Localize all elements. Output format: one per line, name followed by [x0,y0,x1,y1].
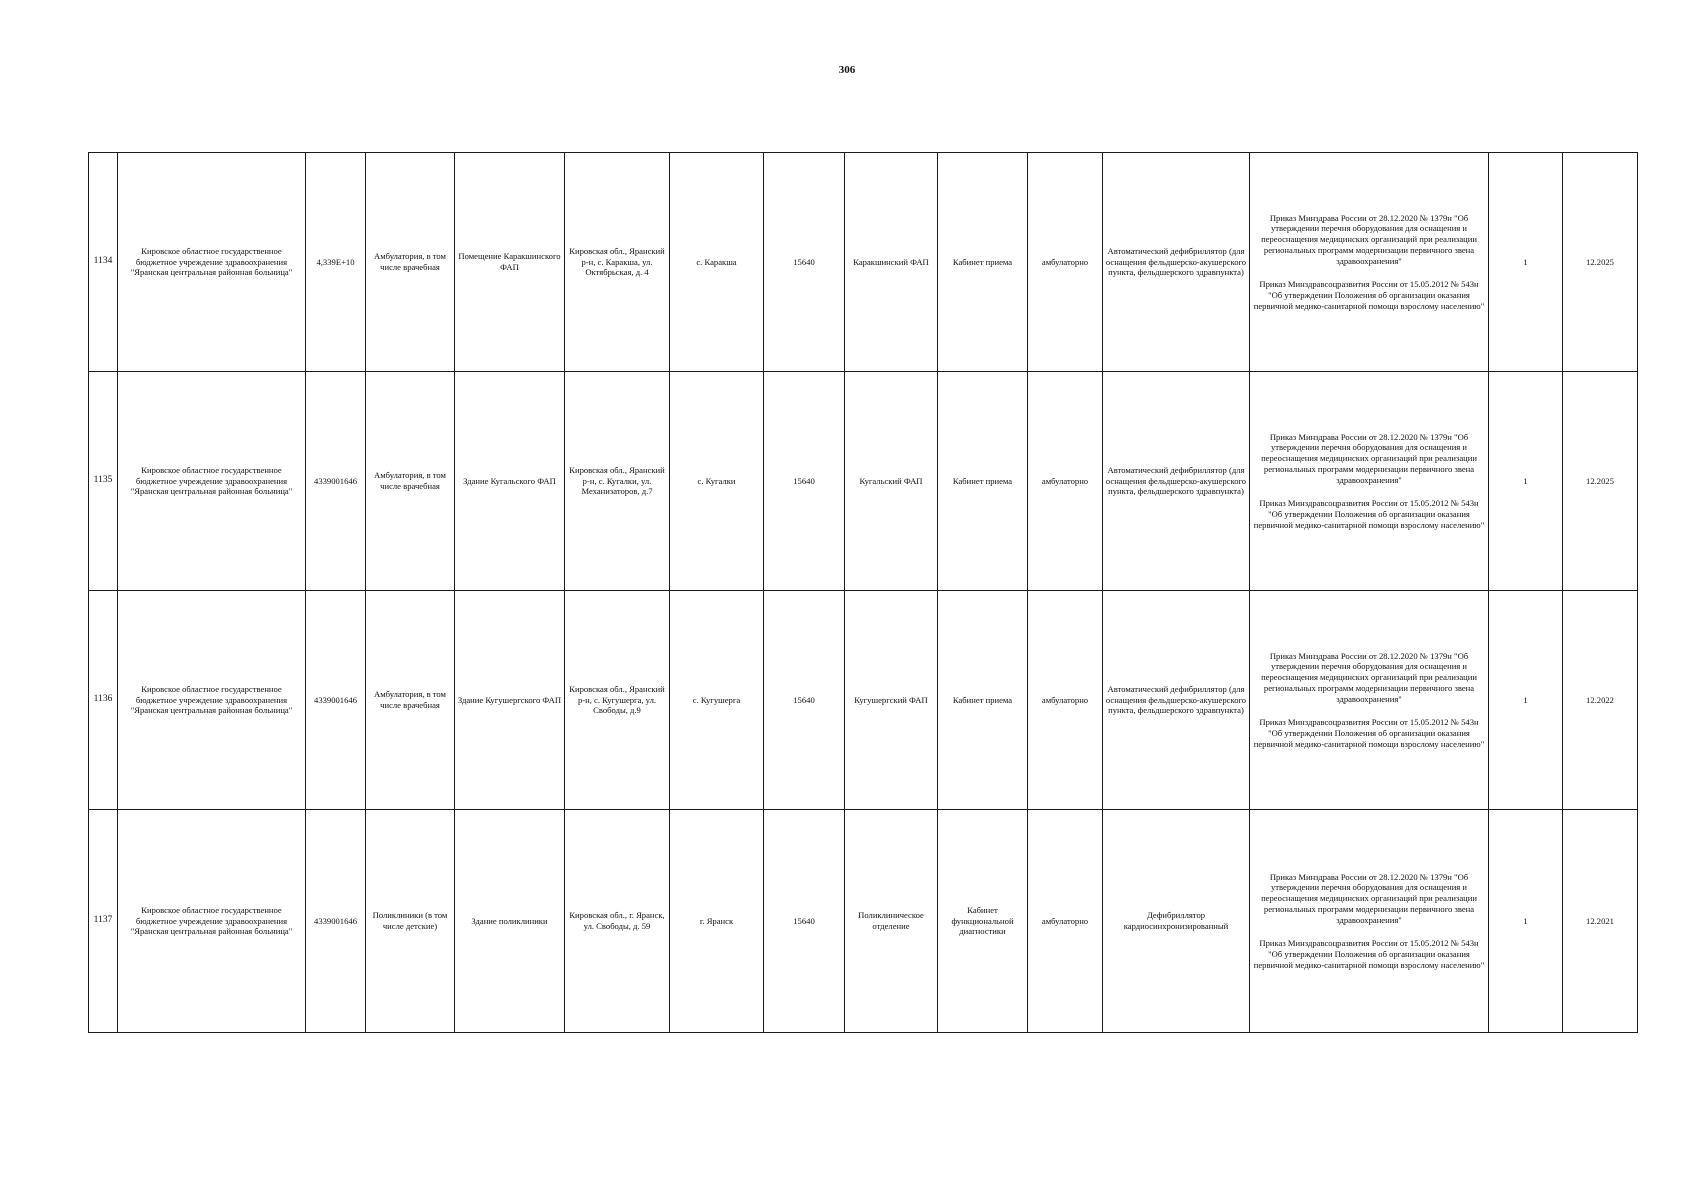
inn-cell: 4339001646 [306,372,366,591]
address-cell: Кировская обл., г. Яранск, ул. Свободы, д. 59 [565,810,670,1033]
care-form-cell: амбулаторно [1028,591,1103,810]
room-cell: Кабинет функциональной диагностики [938,810,1028,1033]
settlement-cell: с. Кугушерга [670,591,764,810]
table-row [89,810,1638,1033]
equipment-cell: Автоматический дефибриллятор (для оснащения фельдшерско-акушерского пункта, фельдшерского здравпункта) [1103,372,1250,591]
equipment-table [88,152,1638,1033]
premises-cell: Здание поликлиники [455,810,565,1033]
page-number: 306 [838,64,856,76]
date-cell: 12.2021 [1563,810,1638,1033]
premises-cell: Здание Кугушергского ФАП [455,591,565,810]
regulation-doc-1: Приказ Минздрава России от 28.12.2020 № 1379н "Об утверждении перечня оборудования для оснащения и переоснащения медицинских организаций при реализации региональных программ модернизации первичного звена здравоохранения" [1261,212,1477,266]
inn-cell: 4339001646 [306,810,366,1033]
table-row [89,591,1638,810]
code-cell: 15640 [764,372,845,591]
table-row [89,153,1638,372]
unit-cell: Кугушергский ФАП [845,591,938,810]
unit-cell: Поликлиническое отделение [845,810,938,1033]
code-cell: 15640 [764,153,845,372]
settlement-cell: с. Каракша [670,153,764,372]
address-cell: Кировская обл., Яранский р-н, с. Кугалки, ул. Механизаторов, д.7 [565,372,670,591]
row-number: 1134 [89,153,118,372]
address-cell: Кировская обл., Яранский р-н, с. Кугушерга, ул. Свободы, д.9 [565,591,670,810]
regulation-doc-1: Приказ Минздрава России от 28.12.2020 № 1379н "Об утверждении перечня оборудования для оснащения и переоснащения медицинских организаций при реализации региональных программ модернизации первичного звена здравоохранения" [1261,650,1477,704]
room-cell: Кабинет приема [938,591,1028,810]
regulation-doc-2: Приказ Минздравсоцразвития России от 15.05.2012 № 543н "Об утверждении Положения об организации оказания первичной медико-санитарной помощи взрослому населению" [1253,498,1485,530]
regulation-cell [1250,591,1489,810]
address-cell: Кировская обл., Яранский р-н, с. Каракша, ул. Октябрьская, д. 4 [565,153,670,372]
room-cell: Кабинет приема [938,153,1028,372]
code-cell: 15640 [764,591,845,810]
equipment-cell: Автоматический дефибриллятор (для оснащения фельдшерско-акушерского пункта, фельдшерского здравпункта) [1103,591,1250,810]
organization-cell: Кировское областное государственное бюджетное учреждение здравоохранения "Яранская центральная районная больница" [118,153,306,372]
regulation-cell [1250,153,1489,372]
equipment-cell: Дефибриллятор кардиосинхронизированный [1103,810,1250,1033]
care-form-cell: амбулаторно [1028,810,1103,1033]
date-cell: 12.2025 [1563,372,1638,591]
organization-cell: Кировское областное государственное бюджетное учреждение здравоохранения "Яранская центральная районная больница" [118,372,306,591]
organization-cell: Кировское областное государственное бюджетное учреждение здравоохранения "Яранская центральная районная больница" [118,810,306,1033]
inn-cell: 4,339E+10 [306,153,366,372]
unit-cell: Кугальский ФАП [845,372,938,591]
room-cell: Кабинет приема [938,372,1028,591]
care-form-cell: амбулаторно [1028,153,1103,372]
row-number: 1136 [89,591,118,810]
organization-cell: Кировское областное государственное бюджетное учреждение здравоохранения "Яранская центральная районная больница" [118,591,306,810]
facility-type-cell: Амбулатория, в том числе врачебная [366,153,455,372]
date-cell: 12.2022 [1563,591,1638,810]
facility-type-cell: Амбулатория, в том числе врачебная [366,591,455,810]
regulation-cell [1250,810,1489,1033]
regulation-doc-2: Приказ Минздравсоцразвития России от 15.05.2012 № 543н "Об утверждении Положения об организации оказания первичной медико-санитарной помощи взрослому населению" [1253,717,1485,749]
code-cell: 15640 [764,810,845,1033]
premises-cell: Здание Кугальского ФАП [455,372,565,591]
facility-type-cell: Поликлиники (в том числе детские) [366,810,455,1033]
quantity-cell: 1 [1489,372,1563,591]
settlement-cell: с. Кугалки [670,372,764,591]
unit-cell: Каракшинский ФАП [845,153,938,372]
date-cell: 12.2025 [1563,153,1638,372]
equipment-cell: Автоматический дефибриллятор (для оснащения фельдшерско-акушерского пункта, фельдшерского здравпункта) [1103,153,1250,372]
regulation-cell [1250,372,1489,591]
regulation-doc-1: Приказ Минздрава России от 28.12.2020 № 1379н "Об утверждении перечня оборудования для оснащения и переоснащения медицинских организаций при реализации региональных программ модернизации первичного звена здравоохранения" [1261,431,1477,485]
row-number: 1135 [89,372,118,591]
quantity-cell: 1 [1489,591,1563,810]
quantity-cell: 1 [1489,810,1563,1033]
regulation-doc-2: Приказ Минздравсоцразвития России от 15.05.2012 № 543н "Об утверждении Положения об организации оказания первичной медико-санитарной помощи взрослому населению" [1253,938,1485,970]
care-form-cell: амбулаторно [1028,372,1103,591]
table-row [89,372,1638,591]
quantity-cell: 1 [1489,153,1563,372]
regulation-doc-1: Приказ Минздрава России от 28.12.2020 № 1379н "Об утверждении перечня оборудования для оснащения и переоснащения медицинских организаций при реализации региональных программ модернизации первичного звена здравоохранения" [1261,871,1477,925]
row-number: 1137 [89,810,118,1033]
inn-cell: 4339001646 [306,591,366,810]
premises-cell: Помещение Каракшинского ФАП [455,153,565,372]
regulation-doc-2: Приказ Минздравсоцразвития России от 15.05.2012 № 543н "Об утверждении Положения об организации оказания первичной медико-санитарной помощи взрослому населению" [1253,279,1485,311]
facility-type-cell: Амбулатория, в том числе врачебная [366,372,455,591]
settlement-cell: г. Яранск [670,810,764,1033]
